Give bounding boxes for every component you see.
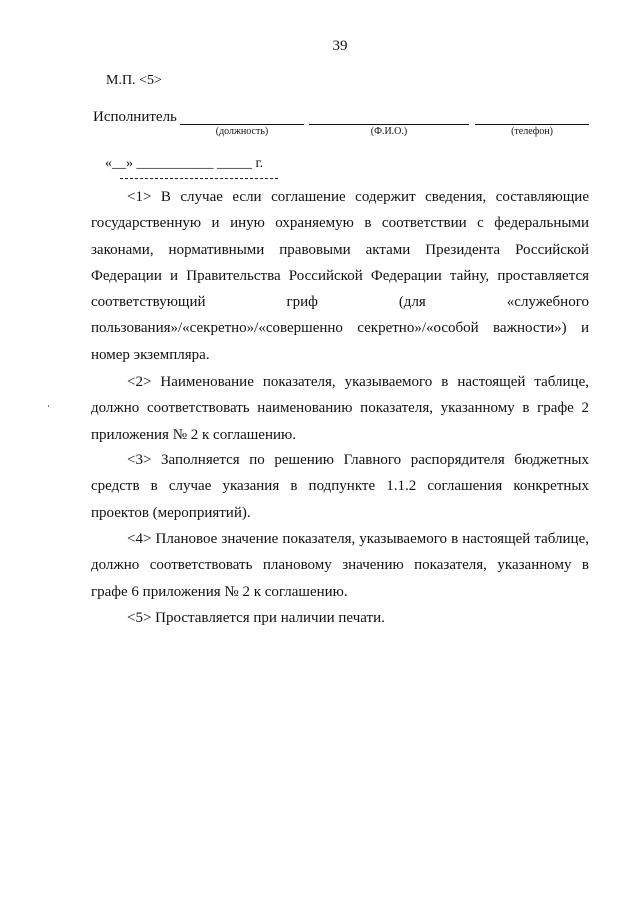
footnote-2: <2> Наименование показателя, указываемого в настоящей таблице, должно соответствовать наименованию показателя, указанному в графе 2 приложения № 2 к соглашению.	[91, 374, 589, 443]
footnote-3: <3> Заполняется по решению Главного распорядителя бюджетных средств в случае указания в подпункте 1.1.2 соглашения конкретных проектов (мероприятий).	[91, 452, 589, 521]
date-line: «__» ___________ _____ г.	[105, 156, 264, 171]
footnote-4: <4> Плановое значение показателя, указываемого в настоящей таблице, должно соответствовать плановому значению показателя, указанному в графе 6 приложения № 2 к соглашению.	[91, 531, 589, 600]
footnote-5: <5> Проставляется при наличии печати.	[127, 610, 385, 626]
full-name-caption: (Ф.И.О.)	[370, 126, 408, 137]
footnote-separator	[120, 178, 278, 179]
stamp-placeholder-label: М.П. <5>	[106, 73, 162, 88]
phone-caption: (телефон)	[511, 126, 553, 137]
full-name-signature-line	[309, 124, 469, 125]
scan-artifact	[48, 405, 49, 407]
phone-signature-line	[475, 124, 589, 125]
position-caption: (должность)	[215, 126, 269, 137]
position-signature-line	[180, 124, 304, 125]
footnote-1: <1> В случае если соглашение содержит сведения, составляющие государственную и иную охраняемую в соответствии с федеральными законами, нормативными правовыми актами Президента Российской Федерации и Правительства Российской Федерации тайну, проставляется соответствующий гриф (для «служебного пользования»/«секретно»/«совершенно секретно»/«особой важности») и номер экземпляра.	[91, 189, 589, 363]
page-number: 39	[332, 38, 348, 54]
executor-label: Исполнитель	[93, 109, 177, 125]
